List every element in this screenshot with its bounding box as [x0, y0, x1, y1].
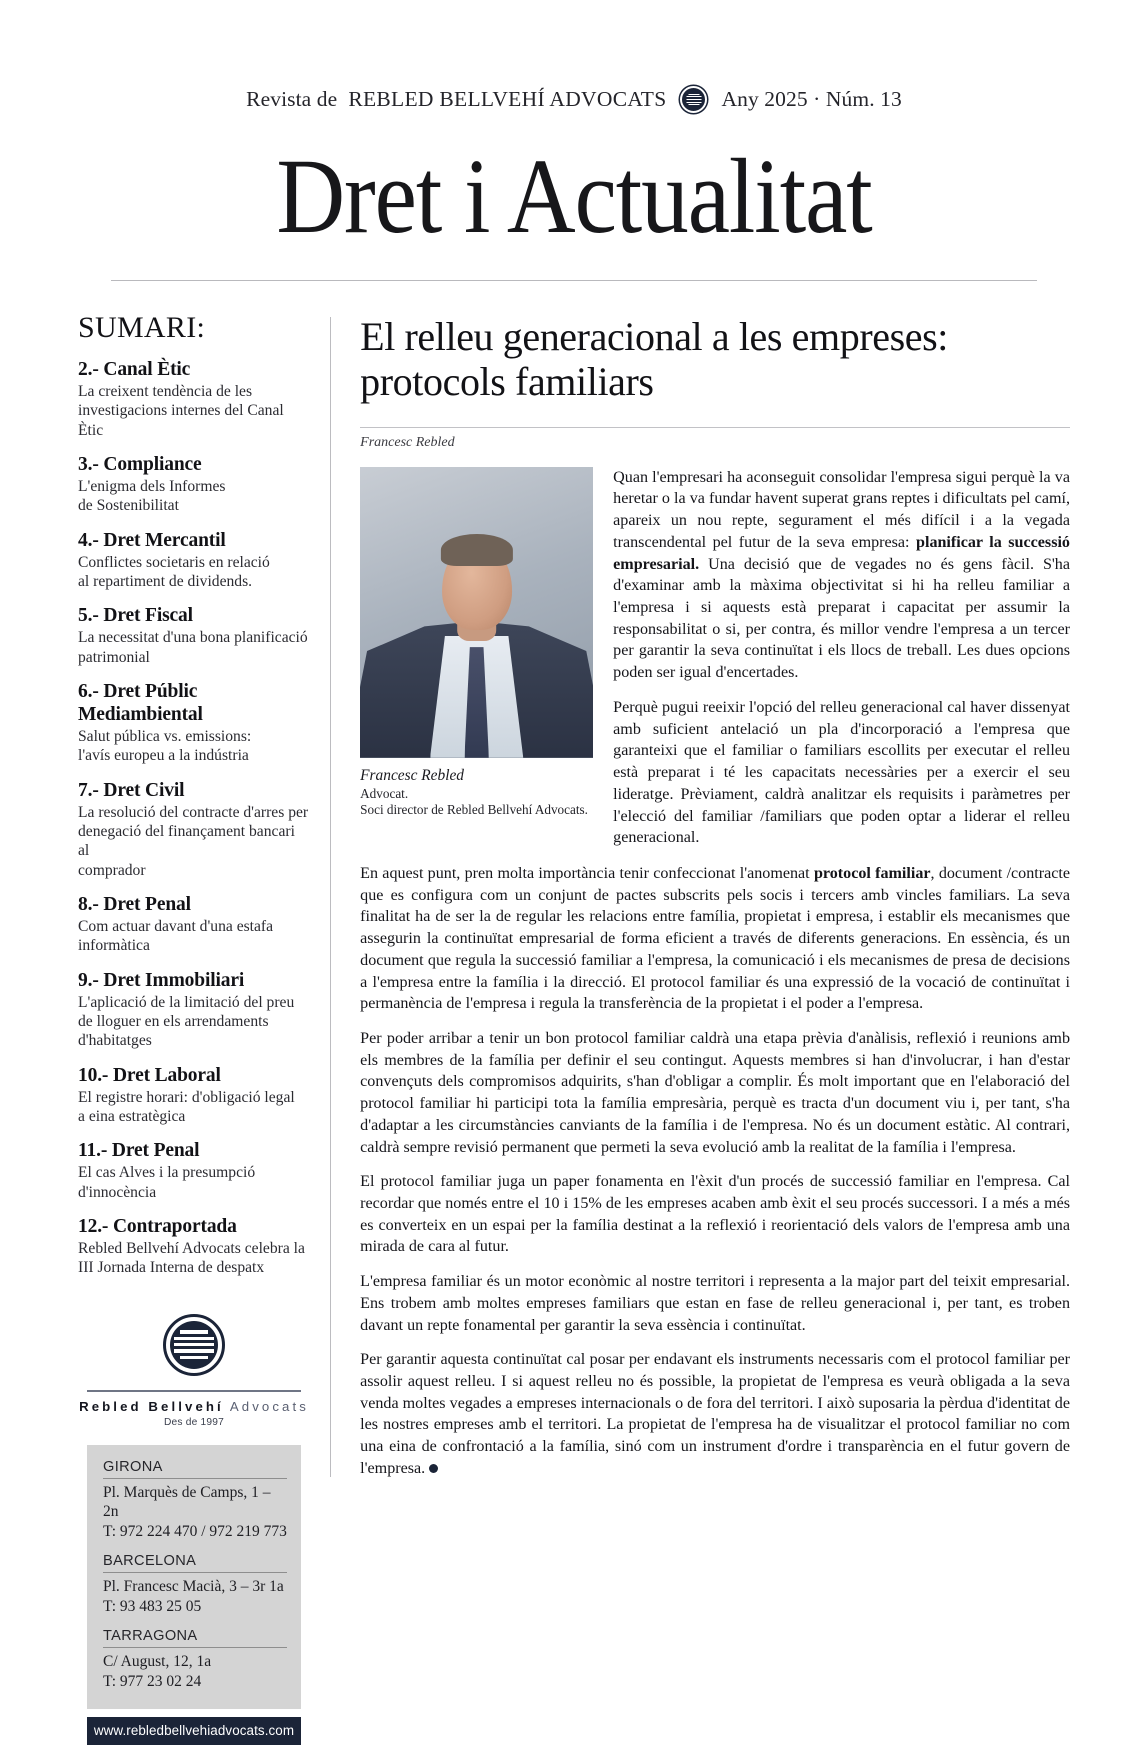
list-item[interactable] — [78, 358, 310, 440]
masthead-kicker — [0, 86, 1148, 113]
masthead — [0, 0, 1148, 281]
office-address: Pl. Marquès de Camps, 1 – 2n — [103, 1483, 287, 1522]
office-tarragona — [103, 1628, 287, 1691]
toc-item-desc: El cas Alves i la presumpció d'innocència — [78, 1163, 310, 1202]
list-item[interactable] — [78, 680, 310, 766]
office-girona — [103, 1459, 287, 1542]
brand-name-bold: Rebled Bellvehí — [79, 1399, 224, 1414]
list-item[interactable] — [78, 1064, 310, 1127]
office-city: BARCELONA — [103, 1553, 287, 1573]
paragraph-text-b: Una decisió que de vegades no és gens fàcil. S'ha d'examinar amb la màxima objectivitat si hi ha relleu familiar a l'empresa i si aquests està preparat i capacitat per assumir la responsabilitat o si, per contra, és millor vendre l'empresa a un tercer per garantir la seva continuïtat i els llocs de treball. Les dues opcions poden ser igual d'encertades. — [613, 556, 1070, 682]
page-title: Dret i Actualitat — [63, 143, 1085, 252]
byline-divider — [360, 427, 1070, 428]
toc-item-title: 6.- Dret Públic Mediambiental — [78, 680, 310, 726]
brand-divider — [87, 1390, 301, 1392]
office-phone: T: 972 224 470 / 972 219 773 — [103, 1522, 287, 1542]
list-item[interactable] — [78, 893, 310, 956]
logo-bars-icon — [174, 1330, 214, 1360]
author-photo-block — [360, 467, 593, 819]
article-body — [360, 863, 1070, 1480]
sumari-heading: SUMARI: — [78, 311, 310, 345]
brand-since: Des de 1997 — [78, 1417, 310, 1428]
toc-item-desc: L'enigma dels Informes de Sostenibilitat — [78, 477, 310, 516]
toc-item-desc: Salut pública vs. emissions: l'avís europeu a la indústria — [78, 727, 310, 766]
list-item[interactable] — [78, 969, 310, 1051]
paragraph-text-a: En aquest punt, pren molta importància tenir confeccionat l'anomenat — [360, 865, 814, 882]
toc-item-desc: El registre horari: d'obligació legal a eina estratègica — [78, 1088, 310, 1127]
toc-item-desc: Rebled Bellvehí Advocats celebra la III Jornada Interna de despatx — [78, 1239, 310, 1278]
brand-name-light: Advocats — [230, 1399, 309, 1414]
toc-item-desc: Com actuar davant d'una estafa informàtica — [78, 917, 310, 956]
sidebar — [78, 311, 330, 1745]
toc-item-title: 7.- Dret Civil — [78, 779, 310, 802]
toc-item-title: 3.- Compliance — [78, 453, 310, 476]
brand-block — [78, 1314, 310, 1428]
article-lede — [360, 467, 1070, 849]
toc-item-desc: La necessitat d'una bona planificació patrimonial — [78, 628, 310, 667]
masthead-divider — [111, 280, 1037, 281]
toc-item-desc: La creixent tendència de les investigacions internes del Canal Ètic — [78, 382, 310, 440]
paragraph — [360, 1349, 1070, 1479]
website-link[interactable]: www.rebledbellvehiadvocats.com — [87, 1717, 301, 1745]
article-headline: El relleu generacional a les empreses: protocols familiars — [360, 315, 1070, 405]
toc-item-desc: L'aplicació de la limitació del preu de lloguer en els arrendaments d'habitatges — [78, 993, 310, 1051]
office-city: TARRAGONA — [103, 1628, 287, 1648]
office-address: C/ August, 12, 1a — [103, 1652, 287, 1672]
list-item[interactable] — [78, 1215, 310, 1278]
paragraph: L'empresa familiar és un motor econòmic al nostre territori i representa a la major part del teixit empresarial. Ens trobem amb moltes empreses familiars que estan en fase de relleu generacional i, per tant, es troben davant un repte fonamental per garantir la seva essència i continuïtat. — [360, 1271, 1070, 1336]
office-phone: T: 93 483 25 05 — [103, 1597, 287, 1617]
list-item[interactable] — [78, 453, 310, 516]
toc-item-title: 11.- Dret Penal — [78, 1139, 310, 1162]
kicker-firm-name: REBLED BELLVEHÍ ADVOCATS — [348, 87, 666, 112]
office-phone: T: 977 23 02 24 — [103, 1672, 287, 1692]
end-of-article-icon — [429, 1464, 438, 1473]
paragraph — [613, 467, 1070, 684]
paragraph-text-b: , document /contracte que es configura com un conjunt de pactes subscrits pels socis i tercers amb vincles familiars. La seva finalitat ha de ser la de regular les relacions entre família, propietat i empresa, i establir els mecanismes que assegurin la continuïtat empresarial de forma eficient a través de diferents generacions. En essència, és un document que regula la successió familiar a l'empresa, la comunicació i els mecanismes de presa de decisions a l'empresa entre la família i la direcció. El protocol familiar és una expressió de la vocació de continuïtat i permanència de l'empresa i regula la transferència de la propietat i el poder a l'empresa. — [360, 865, 1070, 1012]
list-item[interactable] — [78, 604, 310, 667]
kicker-lead-text: Revista de — [246, 87, 337, 112]
toc-item-title: 2.- Canal Ètic — [78, 358, 310, 381]
toc-item-title: 9.- Dret Immobiliari — [78, 969, 310, 992]
toc-item-title: 4.- Dret Mercantil — [78, 529, 310, 552]
toc-item-desc: Conflictes societaris en relació al repartiment de dividends. — [78, 553, 310, 592]
paragraph — [360, 863, 1070, 1015]
brand-name — [78, 1399, 310, 1414]
contact-box — [87, 1445, 301, 1710]
photo-caption-role: Advocat. Soci director de Rebled Bellvehí Advocats. — [360, 786, 593, 819]
list-item[interactable] — [78, 529, 310, 592]
office-address: Pl. Francesc Macià, 3 – 3r 1a — [103, 1577, 287, 1597]
paragraph: Perquè pugui reeixir l'opció del relleu generacional cal haver dissenyat amb suficient antelació un pla d'incorporació a l'empresa que garanteixi que el familiar o familiars escollits per executar el relleu està preparat i té les capacitats necessàries per a exercir el seu lideratge. Prèviament, caldrà analitzar els requisits i paràmetres per l'elecció del familiar /familiars que poden optar a liderar el relleu generacional. — [613, 697, 1070, 849]
office-city: GIRONA — [103, 1459, 287, 1479]
list-item[interactable] — [78, 779, 310, 880]
paragraph-text-bold: protocol familiar — [814, 865, 931, 882]
photo-caption-name: Francesc Rebled — [360, 767, 593, 785]
table-of-contents — [78, 358, 310, 1278]
logo-bars-icon — [686, 94, 701, 106]
article — [356, 311, 1070, 1745]
paragraph-text: Per garantir aquesta continuïtat cal posar per endavant els instruments necessaris com el protocol familiar per assolir aquest relleu. I si aquest relleu no és possible, la propietat de l'empresa es veurà obligada a la seva venda moltes vegades a empreses internacionals o de fora del territori. I això suposaria la pèrdua d'identitat de les nostres empreses amb el territori. La propietat de l'empresa ha de visualitzar el protocol familiar no com una eina de confrontació a la família, sinó com un instrument d'ordre i transparència en el futur govern de l'empresa. — [360, 1351, 1070, 1477]
article-lede-text — [613, 467, 1070, 849]
paragraph: Per poder arribar a tenir un bon protocol familiar caldrà una etapa prèvia d'anàlisis, reflexió i reunions amb els membres de la família per definir el seu contingut. Aquests membres si han d'involucrar, i han d'estar convençuts dels compromisos adquirits, s'han d'obligar a complir. És molt important que en l'elaboració del protocol familiar hi participi tota la família empresària, perquè es tracta d'un document viu i, per tant, s'ha d'adaptar a les circumstàncies canviants de la família i de l'empresa. No és un document estàtic. Al contrari, caldrà sempre revisió permanent que permeti la seva evolució amb la realitat de la família i l'empresa. — [360, 1028, 1070, 1158]
toc-item-desc: La resolució del contracte d'arres per denegació del finançament bancari al comprador — [78, 803, 310, 880]
author-portrait-image — [360, 467, 593, 758]
list-item[interactable] — [78, 1139, 310, 1202]
article-byline: Francesc Rebled — [360, 435, 1070, 451]
kicker-issue-text: Any 2025 · Núm. 13 — [721, 87, 901, 112]
paragraph: El protocol familiar juga un paper fonamenta en l'èxit d'un procés de successió familiar en l'empresa. Cal recordar que només entre el 10 i 15% de les empreses acaben amb èxit el seu procés successori. I a més a més es converteix en un espai per la família destinat a la reflexió i reorientació dels valors de l'empresa amb una mirada de cara al futur. — [360, 1171, 1070, 1258]
office-barcelona — [103, 1553, 287, 1616]
toc-item-title: 8.- Dret Penal — [78, 893, 310, 916]
page-body — [0, 311, 1148, 1745]
toc-item-title: 5.- Dret Fiscal — [78, 604, 310, 627]
paragraph-text-bold: planificar la successió empresarial. — [613, 534, 1070, 573]
toc-item-title: 12.- Contraportada — [78, 1215, 310, 1238]
toc-item-title: 10.- Dret Laboral — [78, 1064, 310, 1087]
rebled-bellvehi-logo-icon — [680, 86, 707, 113]
paragraph-text-a: Quan l'empresari ha aconseguit consolidar l'empresa sigui perquè la va heretar o la va fundar havent superat grans reptes i dificultats pel camí, apareix un nou repte, segurament el més difícil i a la vegada transcendental pel futur de la seva empresa: — [613, 469, 1070, 551]
rebled-bellvehi-logo-icon — [163, 1314, 225, 1376]
